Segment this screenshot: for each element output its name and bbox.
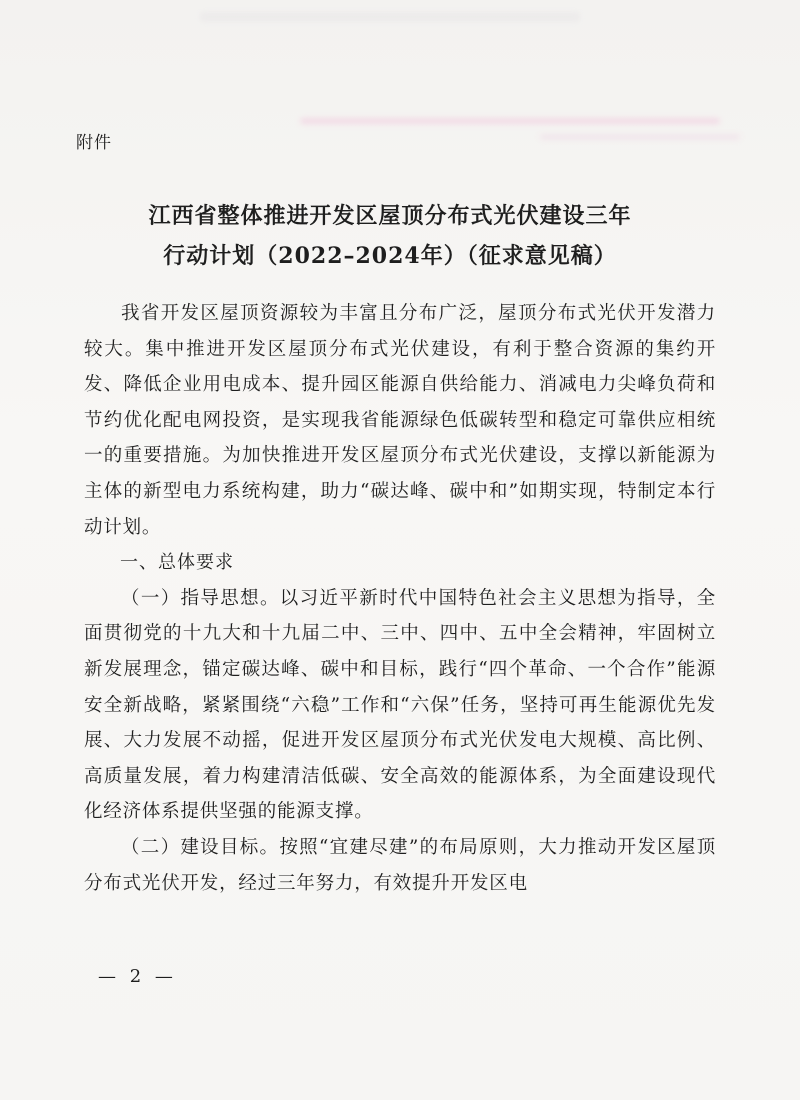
title-line: 江西省整体推进开发区屋顶分布式光伏建设三年 (148, 203, 632, 229)
attachment-label: 附件 (76, 133, 112, 153)
construction-goals-paragraph: （二）建设目标。按照“宜建尽建”的布局原则，大力推动开发区屋顶分布式光伏开发，经过三年努力，有效提升开发区电 (84, 836, 716, 894)
scan-streak (540, 134, 740, 140)
document-title (60, 196, 720, 276)
scan-streak (200, 12, 580, 22)
section-heading: 一、总体要求 (120, 552, 234, 574)
guiding-ideology-paragraph: （一）指导思想。以习近平新时代中国特色社会主义思想为指导，全面贯彻党的十九大和十九届二中、三中、四中、五中全会精神，牢固树立新发展理念，锚定碳达峰、碳中和目标，践行“四个革命、一个合作”能源安全新战略，紧紧围绕“六稳”工作和“六保”任务，坚持可再生能源优先发展、大力发展不动摇，促进开发区屋顶分布式光伏发电大规模、高比例、高质量发展，着力构建清洁低碳、安全高效的能源体系，为全面建设现代化经济体系提供坚强的能源支撑。 (84, 587, 716, 823)
document-body (84, 296, 716, 901)
intro-paragraph: 我省开发区屋顶资源较为丰富且分布广泛，屋顶分布式光伏开发潜力较大。集中推进开发区屋顶分布式光伏建设，有利于整合资源的集约开发、降低企业用电成本、提升园区能源自供给能力、消减电力尖峰负荷和节约优化配电网投资，是实现我省能源绿色低碳转型和稳定可靠供应相统一的重要措施。为加快推进开发区屋顶分布式光伏建设，支撑以新能源为主体的新型电力系统构建，助力“碳达峰、碳中和”如期实现，特制定本行动计划。 (84, 303, 716, 538)
scan-streak (300, 118, 720, 124)
title-line: 行动计划（2022–2024年）（征求意见稿） (163, 243, 617, 269)
page-number: — 2 — (98, 966, 177, 987)
